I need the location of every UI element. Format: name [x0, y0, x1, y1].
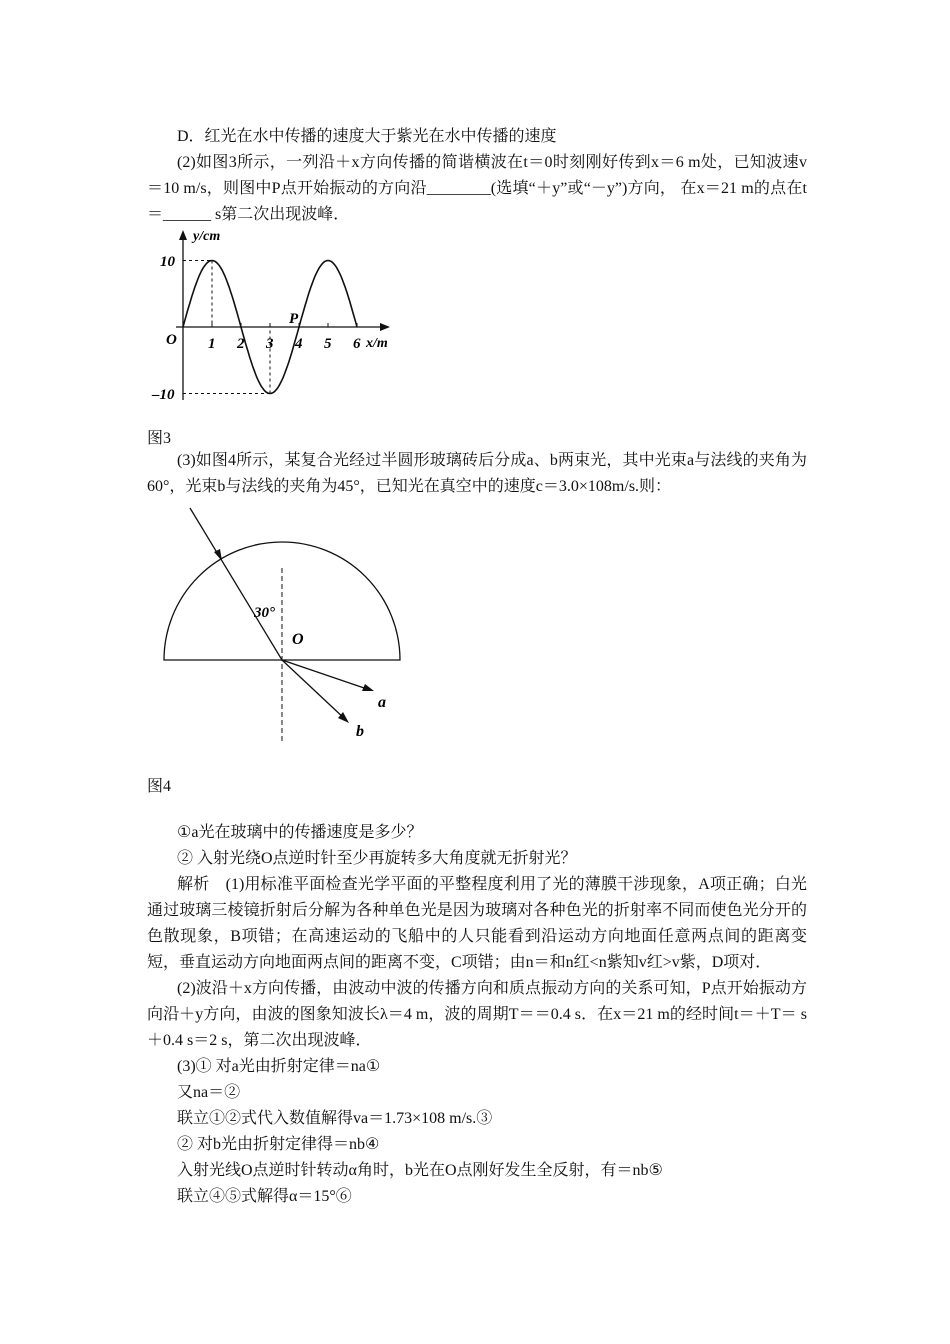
question-text-top — [147, 124, 807, 228]
incident-ray — [190, 508, 282, 660]
figure-4-caption: 图4 — [147, 778, 172, 795]
y-tick-10: 10 — [160, 254, 175, 270]
point-p-label: P — [289, 311, 299, 327]
figure-3-caption: 图3 — [147, 430, 172, 447]
x-axis-label: x/m — [366, 336, 388, 351]
solution-step: 联立①②式代入数值解得va＝1.73×108 m/s.③ — [177, 1110, 493, 1127]
question-part-2: (2)如图3所示，一列沿＋x方向传播的简谐横波在t＝0时刻刚好传到x＝6 m处，已知波速v＝10 m/s，则图中P点开始振动的方向沿________(选填“＋y”或“－y”)方向， 在x＝21 m的点在t＝______ s第二次出现波峰． — [147, 154, 807, 223]
x-tick-label: 2 — [237, 336, 245, 352]
solution-step: 入射光线O点逆时针转动α角时，b光在O点刚好发生全反射，有＝nb⑤ — [177, 1162, 663, 1179]
solution-step: 又na＝② — [177, 1084, 241, 1101]
solution-step: (3)① 对a光由折射定律＝na① — [177, 1058, 381, 1075]
ray-a-label: a — [378, 694, 386, 711]
question-part-3: (3)如图4所示，某复合光经过半圆形玻璃砖后分成a、b两束光，其中光束a与法线的夹角为60°，光束b与法线的夹角为45°，已知光在真空中的速度c＝3.0×108m/s.则： — [147, 452, 807, 495]
solution-part-1: 解析 (1)用标准平面检查光学平面的平整程度利用了光的薄膜干涉现象，A项正确；白光通过玻璃三棱镜折射后分解为各种单色光是因为玻璃对各种色光的折射率不同而使色光分开的色散现象，B项错；在高速运动的飞船中的人只能看到沿运动方向地面任意两点间的距离变短，垂直运动方向地面两点间的距离不变，C项错；由n＝和n红<n紫知v红>v紫，D项对． — [147, 876, 807, 971]
y-axis-arrow — [179, 230, 187, 240]
question-1: ①a光在玻璃中的传播速度是多少？ — [177, 824, 423, 841]
ray-b-label: b — [356, 723, 364, 740]
ray-a-arrow — [362, 684, 374, 691]
x-tick-label: 4 — [295, 336, 303, 352]
center-label: O — [292, 631, 304, 648]
x-axis-arrow — [380, 323, 390, 331]
figure-3-wave-graph — [150, 222, 410, 412]
y-axis-label: y/cm — [193, 229, 221, 244]
x-tick-label: 5 — [324, 336, 332, 352]
x-tick-label: 1 — [208, 336, 216, 352]
x-tick-label: 3 — [266, 336, 274, 352]
option-d: D．红光在水中传播的速度大于紫光在水中传播的速度 — [177, 128, 557, 145]
questions-and-solution — [147, 820, 807, 1210]
origin-label: O — [166, 332, 177, 348]
figure-4-semicircle-glass — [150, 500, 410, 750]
ray-b — [282, 660, 346, 720]
solution-part-2: (2)波沿＋x方向传播，由波动中波的传播方向和质点振动方向的关系可知，P点开始振动方向沿＋y方向，由波的图象知波长λ＝4 m，波的周期T＝＝0.4 s．在x＝21 m的经时间t＝＋T＝ s＋0.4 s＝2 s，第二次出现波峰． — [147, 980, 807, 1049]
x-tick-label: 6 — [353, 336, 361, 352]
solution-step: ② 对b光由折射定律得＝nb④ — [177, 1136, 380, 1153]
y-tick-neg10: –10 — [152, 387, 175, 403]
ray-a — [282, 660, 370, 690]
angle-label: 30° — [254, 605, 275, 621]
solution-step: 联立④⑤式解得α＝15°⑥ — [177, 1188, 352, 1205]
question-2: ② 入射光绕O点逆时针至少再旋转多大角度就无折射光？ — [177, 850, 577, 867]
